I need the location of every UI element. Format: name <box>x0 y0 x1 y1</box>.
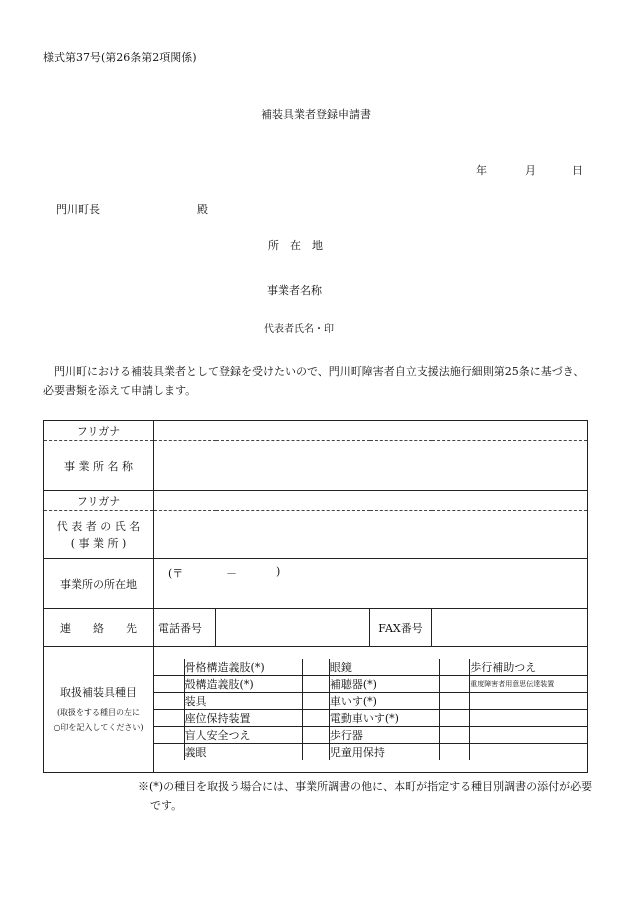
device-type-label: 骨格構造義肢(*) <box>184 659 302 676</box>
application-statement: 門川町における補装具業者として登録を受けたいので、門川町障害者自立支援法施行細則第25条に基づき、必要書類を添えて申請します。 <box>43 365 585 397</box>
device-mark-cell[interactable] <box>302 744 329 761</box>
device-types-label <box>44 647 154 773</box>
device-type-label <box>470 727 587 744</box>
postal-prefix: (〒 <box>168 567 184 580</box>
applicant-address-label: 所 在 地 <box>268 239 323 252</box>
device-type-label: 眼鏡 <box>329 659 439 676</box>
device-type-label: 重度障害者用意思伝達装置 <box>470 676 587 693</box>
phone-field[interactable] <box>216 609 370 647</box>
device-type-label: 補聴器(*) <box>329 676 439 693</box>
device-type-label: 座位保持装置 <box>184 710 302 727</box>
device-type-label: 装具 <box>184 693 302 710</box>
representative-name-field[interactable] <box>154 511 588 559</box>
device-types-note-1: (取扱をする種目の左に <box>56 707 141 717</box>
device-type-label <box>470 693 587 710</box>
furigana-field-2[interactable] <box>154 491 588 511</box>
device-mark-cell[interactable] <box>302 659 329 676</box>
contact-label: 連 絡 先 <box>44 609 154 647</box>
applicant-name-label: 事業者名称 <box>267 284 322 297</box>
rep-name-line2: ( 事 業 所 ) <box>70 536 127 550</box>
device-mark-cell[interactable] <box>302 710 329 727</box>
device-type-label: 児童用保持 <box>329 744 439 761</box>
honorific: 殿 <box>197 203 208 216</box>
furigana-field-1[interactable] <box>154 421 588 441</box>
device-mark-cell[interactable] <box>154 676 184 693</box>
device-mark-cell[interactable] <box>302 676 329 693</box>
device-mark-cell[interactable] <box>440 693 470 710</box>
device-row <box>154 693 587 710</box>
device-type-label: 電動車いす(*) <box>329 710 439 727</box>
device-mark-cell[interactable] <box>154 693 184 710</box>
device-mark-cell[interactable] <box>302 727 329 744</box>
device-types-grid-cell <box>154 647 588 773</box>
device-row <box>154 676 587 693</box>
fax-label: FAX番号 <box>370 609 432 647</box>
device-type-label: 義眼 <box>184 744 302 761</box>
device-types-grid <box>154 659 587 760</box>
furigana-label-1: フリガナ <box>44 421 154 441</box>
device-mark-cell[interactable] <box>302 693 329 710</box>
device-row <box>154 727 587 744</box>
furigana-label-2: フリガナ <box>44 491 154 511</box>
form-title: 補装具業者登録申請書 <box>261 108 371 121</box>
postal-dash: － <box>226 567 237 580</box>
device-mark-cell[interactable] <box>440 659 470 676</box>
application-form-table <box>43 420 588 773</box>
device-mark-cell[interactable] <box>154 659 184 676</box>
device-type-label: 歩行器 <box>329 727 439 744</box>
rep-name-line1: 代 表 者 の 氏 名 <box>56 519 141 533</box>
fax-field[interactable] <box>432 609 588 647</box>
representative-label: 代表者氏名・印 <box>264 324 334 335</box>
date-year: 年 <box>476 164 487 177</box>
device-mark-cell[interactable] <box>440 676 470 693</box>
device-type-label: 車いす(*) <box>329 693 439 710</box>
office-address-field[interactable] <box>154 559 588 609</box>
device-type-label <box>470 744 587 761</box>
device-type-label: 盲人安全つえ <box>184 727 302 744</box>
addressee: 門川町長 <box>56 203 100 216</box>
device-mark-cell[interactable] <box>440 744 470 761</box>
device-mark-cell[interactable] <box>440 727 470 744</box>
device-row <box>154 710 587 727</box>
device-type-label: 殻構造義肢(*) <box>184 676 302 693</box>
device-mark-cell[interactable] <box>154 727 184 744</box>
device-mark-cell[interactable] <box>154 710 184 727</box>
office-name-label: 事 業 所 名 称 <box>44 441 154 491</box>
device-row <box>154 744 587 761</box>
date-day: 日 <box>572 164 583 177</box>
device-type-label <box>470 710 587 727</box>
form-number: 様式第37号(第26条第2項関係) <box>43 51 197 64</box>
office-address-label: 事業所の所在地 <box>44 559 154 609</box>
device-row <box>154 659 587 676</box>
representative-name-label <box>44 511 154 559</box>
device-type-label: 歩行補助つえ <box>470 659 587 676</box>
device-types-title: 取扱補装具種目 <box>60 685 137 699</box>
phone-label: 電話番号 <box>154 609 216 647</box>
footnote: ※(*)の種目を取扱う場合には、事業所調書の他に、本町が指定する種目別調書の添付が必要です。 <box>138 780 593 812</box>
date-month: 月 <box>525 164 536 177</box>
postal-close: ) <box>276 565 281 578</box>
device-types-note-2: ○印を記入してください) <box>53 722 144 732</box>
device-mark-cell[interactable] <box>440 710 470 727</box>
device-mark-cell[interactable] <box>154 744 184 761</box>
office-name-field[interactable] <box>154 441 588 491</box>
